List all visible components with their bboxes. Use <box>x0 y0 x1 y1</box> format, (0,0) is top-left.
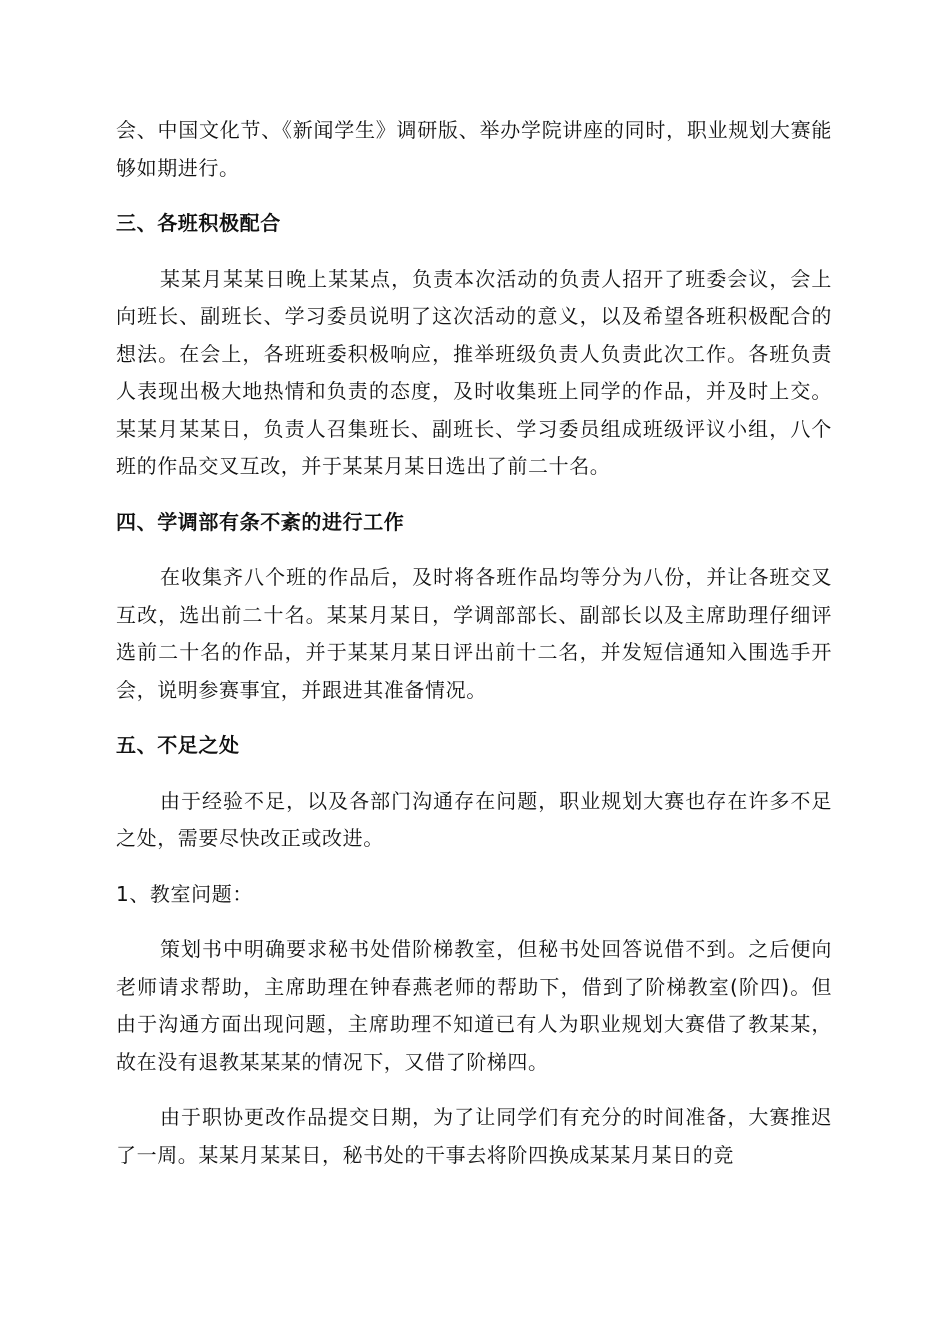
document-body <box>116 112 832 1192</box>
paragraph-class-cooperation: 某某月某某日晚上某某点，负责本次活动的负责人招开了班委会议，会上向班长、副班长、学习委员说明了这次活动的意义，以及希望各班积极配合的想法。在会上，各班班委积极响应，推举班级负责人负责此次工作。各班负责人表现出极大地热情和负责的态度，及时收集班上同学的作品，并及时上交。某某月某某日，负责人召集班长、副班长、学习委员组成班级评议小组，八个班的作品交叉互改，并于某某月某日选出了前二十名。 <box>116 266 832 478</box>
section-heading-4: 四、学调部有条不紊的进行工作 <box>116 509 405 534</box>
section-heading-5: 五、不足之处 <box>116 733 240 757</box>
paragraph-department-work: 在收集齐八个班的作品后，及时将各班作品均等分为八份，并让各班交叉互改，选出前二十名。某某月某日，学调部部长、副部长以及主席助理仔细评选前二十名的作品，并于某某月某日评出前十二名，并发短信通知入围选手开会，说明参赛事宜，并跟进其准备情况。 <box>116 565 832 702</box>
subsection-heading-classroom: 1、教室问题： <box>116 881 253 906</box>
section-heading-3: 三、各班积极配合 <box>116 211 281 235</box>
paragraph-shortcomings: 由于经验不足，以及各部门沟通存在问题，职业规划大赛也存在许多不足之处，需要尽快改正或改进。 <box>116 788 832 850</box>
paragraph-classroom-issue: 策划书中明确要求秘书处借阶梯教室，但秘书处回答说借不到。之后便向老师请求帮助，主席助理在钟春燕老师的帮助下，借到了阶梯教室(阶四)。但由于沟通方面出现问题，主席助理不知道已有人为职业规划大赛借了教某某，故在没有退教某某某的情况下，又借了阶梯四。 <box>116 937 832 1074</box>
paragraph-schedule-change: 由于职协更改作品提交日期，为了让同学们有充分的时间准备，大赛推迟了一周。某某月某某日，秘书处的干事去将阶四换成某某月某日的竞 <box>116 1105 832 1167</box>
paragraph-continuation: 会、中国文化节、《新闻学生》调研版、举办学院讲座的同时，职业规划大赛能够如期进行。 <box>116 118 832 180</box>
